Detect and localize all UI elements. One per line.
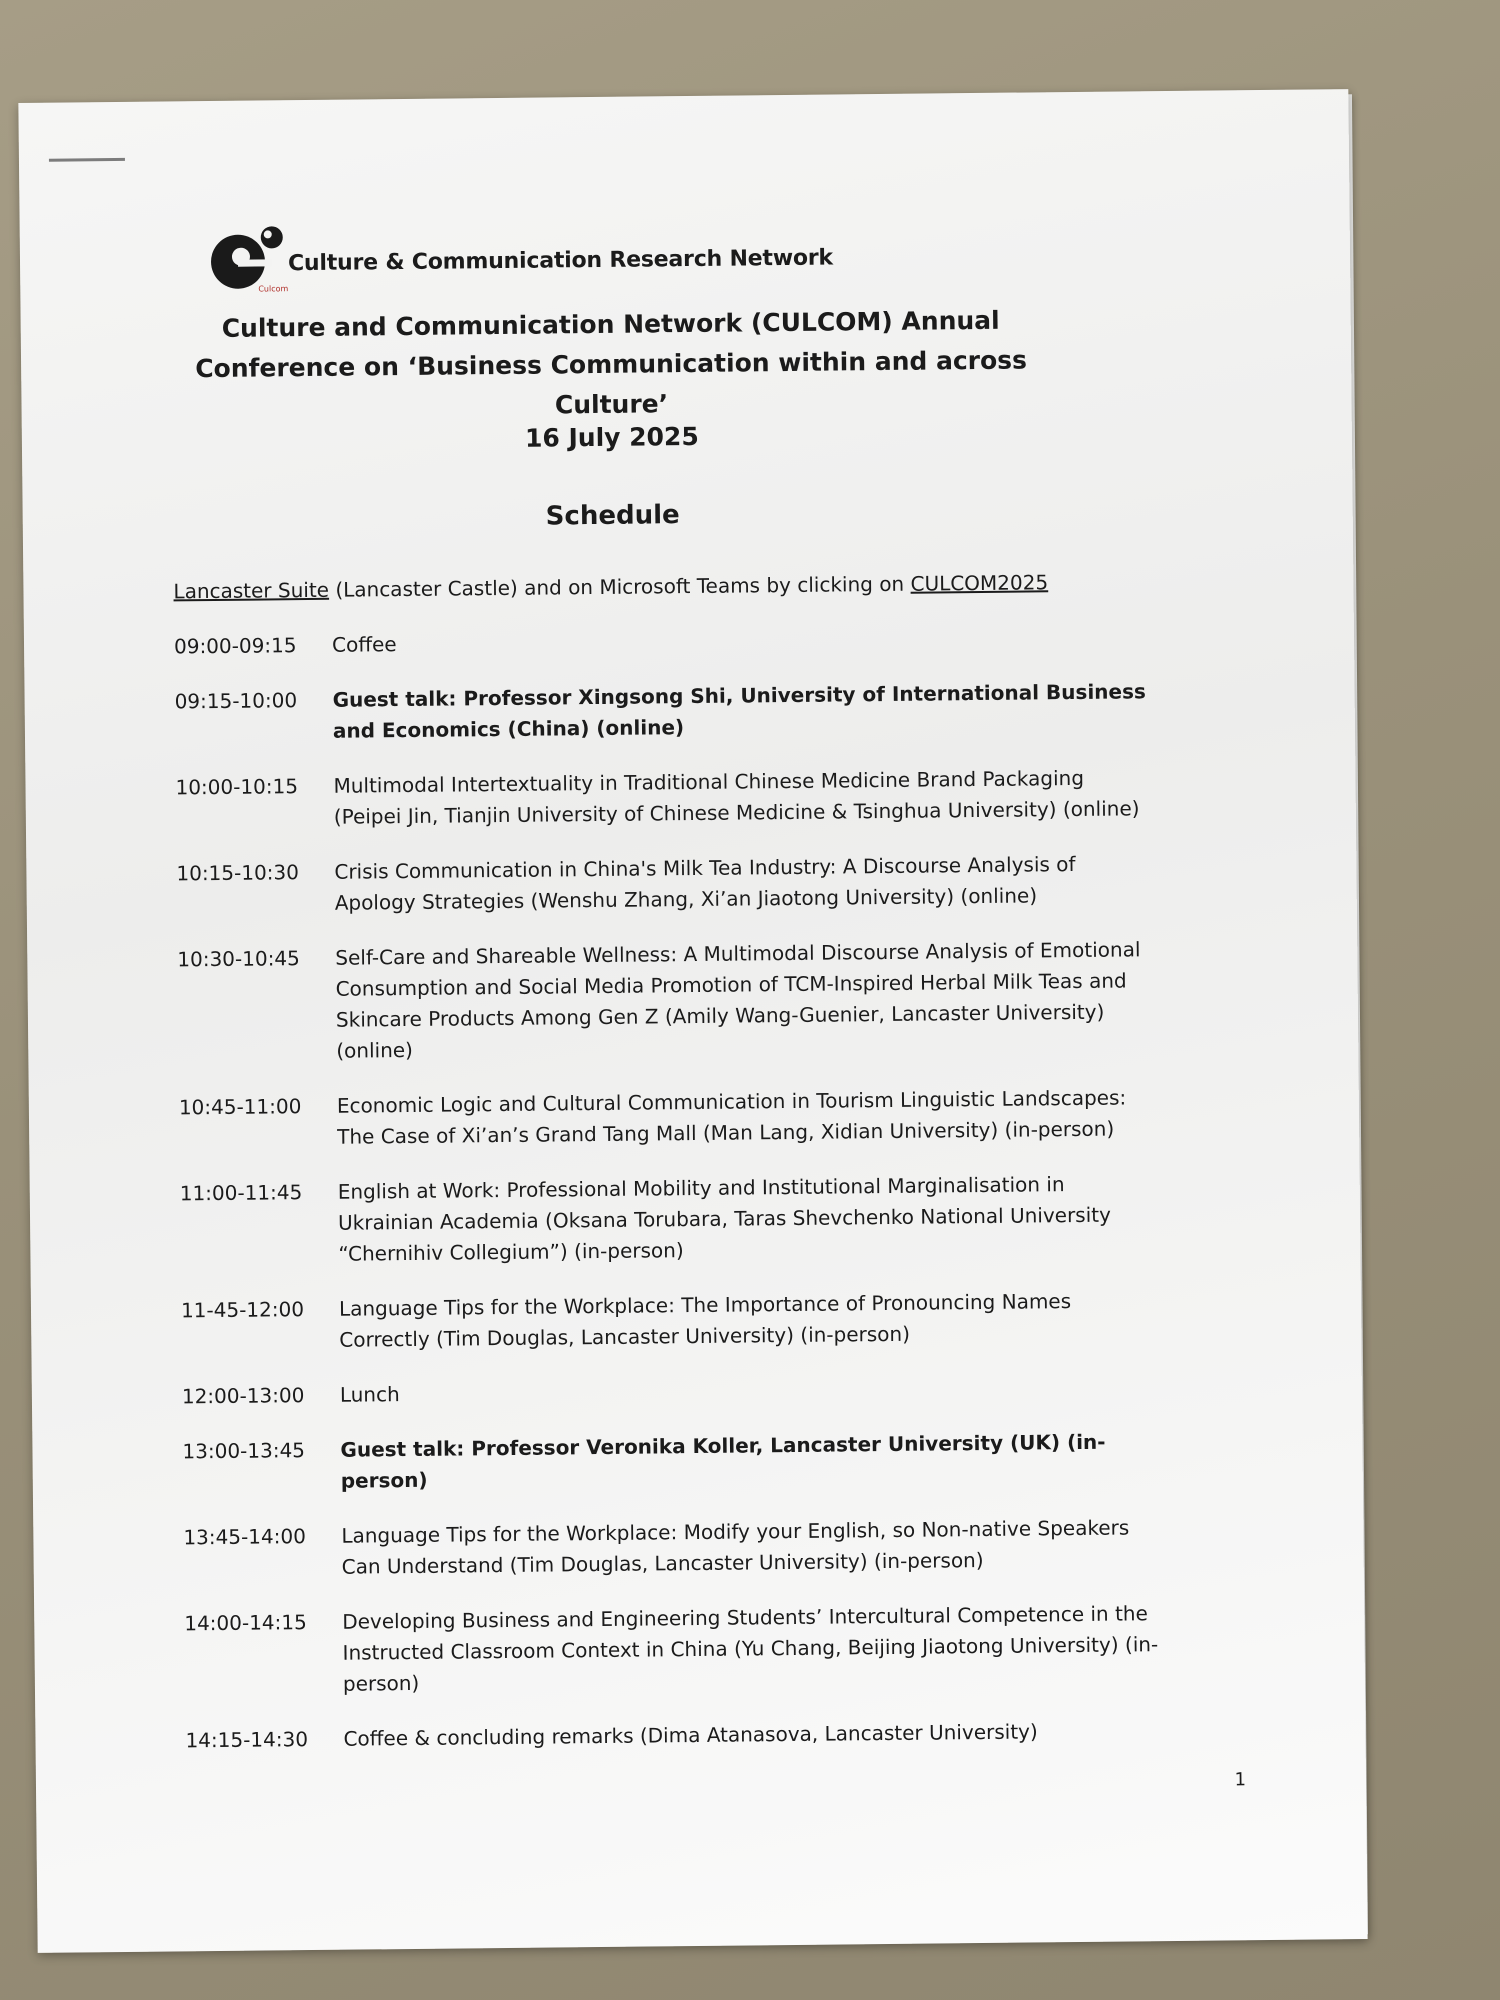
- schedule-list: [174, 621, 1186, 1780]
- schedule-description: Crisis Communication in China's Milk Tea Industry: A Discourse Analysis of Apology Strategies (Wenshu Zhang, Xi’an Jiaotong University) (online): [334, 851, 1076, 915]
- schedule-row: [182, 1371, 1182, 1412]
- schedule-row: [179, 1082, 1180, 1154]
- schedule-time: 10:30-10:45: [177, 946, 300, 972]
- schedule-time: 14:15-14:30: [185, 1727, 309, 1753]
- schedule-time: 14:00-14:15: [184, 1610, 307, 1636]
- schedule-description: English at Work: Professional Mobility and Institutional Marginalisation in Ukrainian Academia (Oksana Torubara, Taras Shevchenko National University “Chernihiv Collegium”) (in-person): [337, 1172, 1112, 1266]
- schedule-time: 10:00-10:15: [175, 774, 299, 800]
- schedule-time: 11:00-11:45: [179, 1180, 303, 1206]
- schedule-description: Lunch: [339, 1382, 400, 1407]
- schedule-row: [174, 676, 1175, 748]
- schedule-row: [185, 1715, 1185, 1756]
- culcom-logo-icon: [208, 223, 295, 294]
- venue-line: [173, 569, 1173, 603]
- title-line-2: Conference on ‘Business Communication within and across Culture’: [195, 345, 1028, 420]
- schedule-time: 10:45-11:00: [178, 1094, 302, 1120]
- title-line-1: Culture and Communication Network (CULCOM) Annual: [221, 305, 1000, 343]
- corner-mark: [49, 158, 125, 162]
- schedule-description: Multimodal Intertextuality in Traditional Chinese Medicine Brand Packaging (Peipei Jin, Tianjin University of Chinese Medicine & Tsinghua University) (online): [333, 765, 1140, 829]
- schedule-time: 09:15-10:00: [174, 688, 298, 714]
- schedule-description: Economic Logic and Cultural Communication in Tourism Linguistic Landscapes: The Case of Xi’an’s Grand Tang Mall (Man Lang, Xidian University) (in-person): [336, 1085, 1127, 1149]
- schedule-row: [176, 848, 1177, 920]
- schedule-row: [174, 621, 1174, 662]
- schedule-row: [180, 1168, 1181, 1271]
- schedule-time: 11-45-12:00: [180, 1297, 305, 1323]
- schedule-time: 13:45-14:00: [183, 1524, 306, 1550]
- venue-text: (Lancaster Castle) and on Microsoft Teams by clicking on: [328, 571, 911, 602]
- page-number: 1: [1234, 1769, 1247, 1791]
- logo-network-name: Culture & Communication Research Network: [287, 244, 834, 276]
- schedule-row: [181, 1285, 1182, 1357]
- schedule-description: Language Tips for the Workplace: The Importance of Pronouncing Names Correctly (Tim Douglas, Lancaster University) (in-person): [338, 1289, 1072, 1352]
- schedule-row: [184, 1598, 1185, 1701]
- teams-link[interactable]: CULCOM2025: [910, 570, 1049, 596]
- schedule-row: [183, 1512, 1184, 1584]
- schedule-description: Developing Business and Engineering Students’ Intercultural Competence in the Instructed Classroom Context in China (Yu Chang, Beijing Jiaotong University) (in-person): [342, 1601, 1159, 1696]
- schedule-description: Coffee & concluding remarks (Dima Atanasova, Lancaster University): [343, 1719, 1038, 1751]
- logo-small-text: Culcom: [258, 284, 289, 294]
- schedule-description: Language Tips for the Workplace: Modify your English, so Non-native Speakers Can Understand (Tim Douglas, Lancaster University) (in-person): [341, 1515, 1130, 1579]
- conference-title: [171, 300, 1052, 429]
- schedule-time: 13:00-13:45: [182, 1438, 306, 1464]
- schedule-row: [175, 762, 1176, 834]
- schedule-time: 09:00-09:15: [173, 633, 297, 659]
- schedule-heading: Schedule: [545, 500, 680, 532]
- schedule-time: 12:00-13:00: [181, 1383, 305, 1409]
- schedule-time: 10:15-10:30: [176, 860, 300, 886]
- conference-date: 16 July 2025: [524, 421, 699, 453]
- culcom-logo: [208, 212, 834, 299]
- schedule-description: Coffee: [331, 632, 397, 657]
- schedule-description: Guest talk: Professor Veronika Koller, Lancaster University (UK) (in-person): [340, 1429, 1106, 1493]
- schedule-row: [177, 934, 1178, 1068]
- schedule-description: Self-Care and Shareable Wellness: A Multimodal Discourse Analysis of Emotional Consumption and Social Media Promotion of TCM-Inspired Herbal Milk Teas and Skincare Products Among Gen Z (Amily Wang-Guenier, Lancaster University) (online): [335, 937, 1141, 1063]
- venue-location-link[interactable]: Lancaster Suite: [173, 577, 330, 604]
- schedule-description: Guest talk: Professor Xingsong Shi, University of International Business and Economics (China) (online): [332, 679, 1146, 743]
- schedule-document: [18, 89, 1367, 1953]
- schedule-row: [182, 1426, 1183, 1498]
